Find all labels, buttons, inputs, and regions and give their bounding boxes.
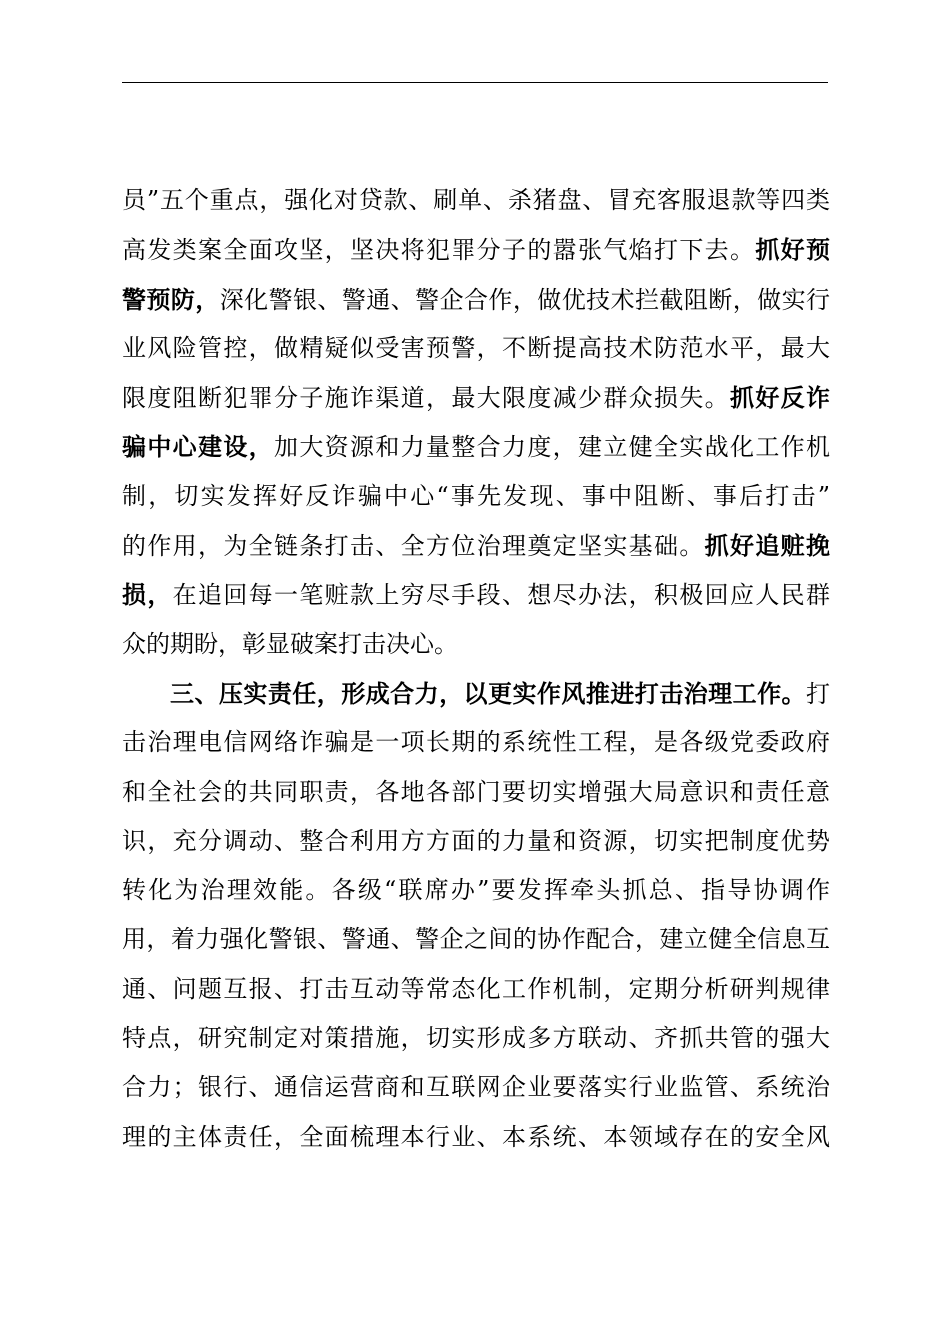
text-line [122,275,830,324]
text-run: 击治理电信网络诈骗是一项长期的系统性工程，是各级党委政府 [122,728,830,757]
text-line [122,768,830,817]
text-line [122,866,830,915]
text-run: 在追回每一笔赃款上穷尽手段、想尽办法，积极回应人民群 [172,581,830,610]
text-line [122,817,830,866]
text-run: 限度阻断犯罪分子施诈渠道，最大限度减少群众损失。 [122,384,730,413]
text-run: 高发类案全面攻坚，坚决将犯罪分子的嚣张气焰打下去。 [122,236,756,265]
header-rule [122,82,828,83]
text-run: 的作用，为全链条打击、全方位治理奠定坚实基础。 [122,532,705,561]
text-run: 和全社会的共同职责，各地各部门要切实增强大局意识和责任意 [122,777,830,806]
text-line [122,1014,830,1063]
bold-lead-run: 损， [122,580,173,610]
text-run: 众的期盼，彰显破案打击决心。 [122,629,458,658]
text-run: 员”五个重点，强化对贷款、刷单、杀猪盘、冒充客服退款等四类 [122,186,830,214]
text-line [122,1063,830,1112]
text-line [122,570,830,619]
text-run: 打 [806,679,830,708]
text-line [122,1113,830,1162]
text-line [122,915,830,964]
text-line [122,620,830,669]
text-line [122,373,830,422]
text-line [122,472,830,521]
bold-lead-run: 抓好追赃挽 [704,531,830,561]
text-line [122,422,830,471]
text-line [122,521,830,570]
text-run: 通、问题互报、打击互动等常态化工作机制，定期分析研判规律 [122,974,830,1003]
bold-lead-run: 警预防， [122,284,220,314]
text-line [122,324,830,373]
bold-lead-run: 抓好反诈 [730,383,830,413]
text-run: 合力；银行、通信运营商和互联网企业要落实行业监管、系统治 [122,1073,830,1102]
text-run: 理的主体责任，全面梳理本行业、本系统、本领域存在的安全风 [122,1122,830,1151]
text-run: 识，充分调动、整合利用方方面的力量和资源，切实把制度优势 [122,826,830,855]
text-line [122,965,830,1014]
section-heading: 三、压实责任，形成合力，以更实作风推进打击治理工作。 [170,678,806,708]
text-run: 转化为治理效能。各级“联席办”要发挥牵头抓总、指导协调作 [122,876,830,905]
text-run: 深化警银、警通、警企合作，做优技术拦截阻断，做实行 [219,285,830,314]
document-body [122,176,830,1162]
text-run: 特点，研究制定对策措施，切实形成多方联动、齐抓共管的强大 [122,1024,830,1053]
text-line [122,718,830,767]
text-line [122,225,830,274]
text-run: 用，着力强化警银、警通、警企之间的协作配合，建立健全信息互 [122,925,830,954]
bold-lead-run: 骗中心建设， [122,432,274,462]
bold-lead-run: 抓好预 [755,235,830,265]
text-run: 业风险管控，做精疑似受害预警，不断提高技术防范水平，最大 [122,333,830,362]
text-run: 加大资源和力量整合力度，建立健全实战化工作机 [274,433,830,462]
text-line [122,176,830,225]
text-run: 制，切实发挥好反诈骗中心“事先发现、事中阻断、事后打击” [122,481,830,510]
section-heading-line [122,669,830,718]
